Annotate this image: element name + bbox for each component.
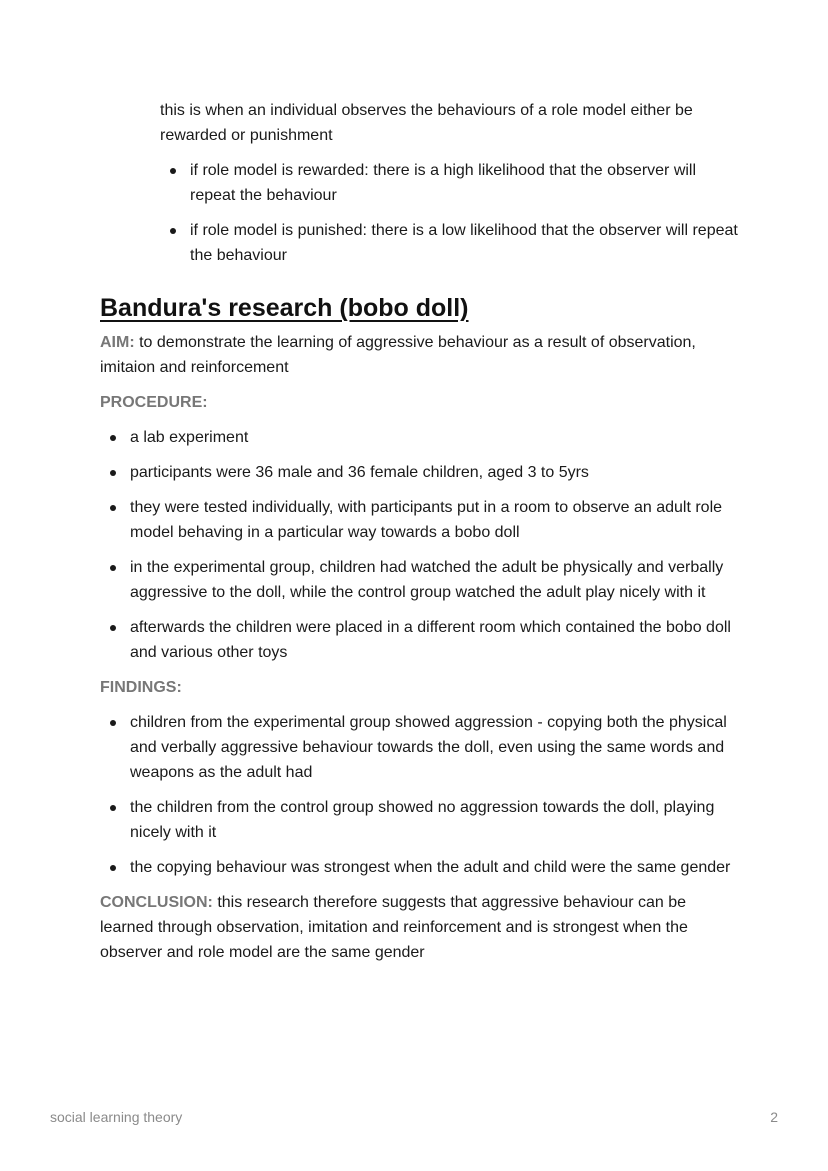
- conclusion-text: this research therefore suggests that aggressive behaviour can be learned through observation, imitation and reinforcement and is strongest when the observer and role model are the same gender: [100, 894, 688, 961]
- procedure-label: PROCEDURE:: [100, 394, 208, 411]
- page-number: 2: [770, 1109, 778, 1125]
- procedure-section: [100, 390, 740, 415]
- aim-label: AIM:: [100, 334, 135, 351]
- section-heading: Bandura's research (bobo doll): [100, 294, 469, 322]
- list-item: the copying behaviour was strongest when the adult and child were the same gender: [100, 855, 740, 880]
- footer-title: social learning theory: [50, 1109, 183, 1125]
- intro-bullet-list: [160, 158, 740, 268]
- intro-text: this is when an individual observes the behaviours of a role model either be rewarded or punishment: [160, 102, 693, 144]
- list-item: a lab experiment: [100, 425, 740, 450]
- findings-section: [100, 675, 740, 700]
- list-item: children from the experimental group showed aggression - copying both the physical and verbally aggressive behaviour towards the doll, even using the same words and weapons as the adult had: [100, 710, 740, 785]
- procedure-list: [100, 425, 740, 665]
- conclusion-label: CONCLUSION:: [100, 894, 213, 911]
- findings-label: FINDINGS:: [100, 679, 182, 696]
- list-item: if role model is rewarded: there is a high likelihood that the observer will repeat the behaviour: [160, 158, 740, 208]
- aim-text: to demonstrate the learning of aggressive behaviour as a result of observation, imitaion and reinforcement: [100, 334, 696, 376]
- list-item: in the experimental group, children had watched the adult be physically and verbally aggressive to the doll, while the control group watched the adult play nicely with it: [100, 555, 740, 605]
- intro-block: [160, 98, 740, 268]
- conclusion-paragraph: [100, 890, 740, 965]
- list-item: participants were 36 male and 36 female children, aged 3 to 5yrs: [100, 460, 740, 485]
- findings-list: [100, 710, 740, 880]
- aim-paragraph: [100, 330, 740, 380]
- list-item: afterwards the children were placed in a different room which contained the bobo doll and various other toys: [100, 615, 740, 665]
- page-content: [100, 98, 740, 975]
- list-item: they were tested individually, with participants put in a room to observe an adult role model behaving in a particular way towards a bobo doll: [100, 495, 740, 545]
- list-item: if role model is punished: there is a low likelihood that the observer will repeat the behaviour: [160, 218, 740, 268]
- list-item: the children from the control group showed no aggression towards the doll, playing nicely with it: [100, 795, 740, 845]
